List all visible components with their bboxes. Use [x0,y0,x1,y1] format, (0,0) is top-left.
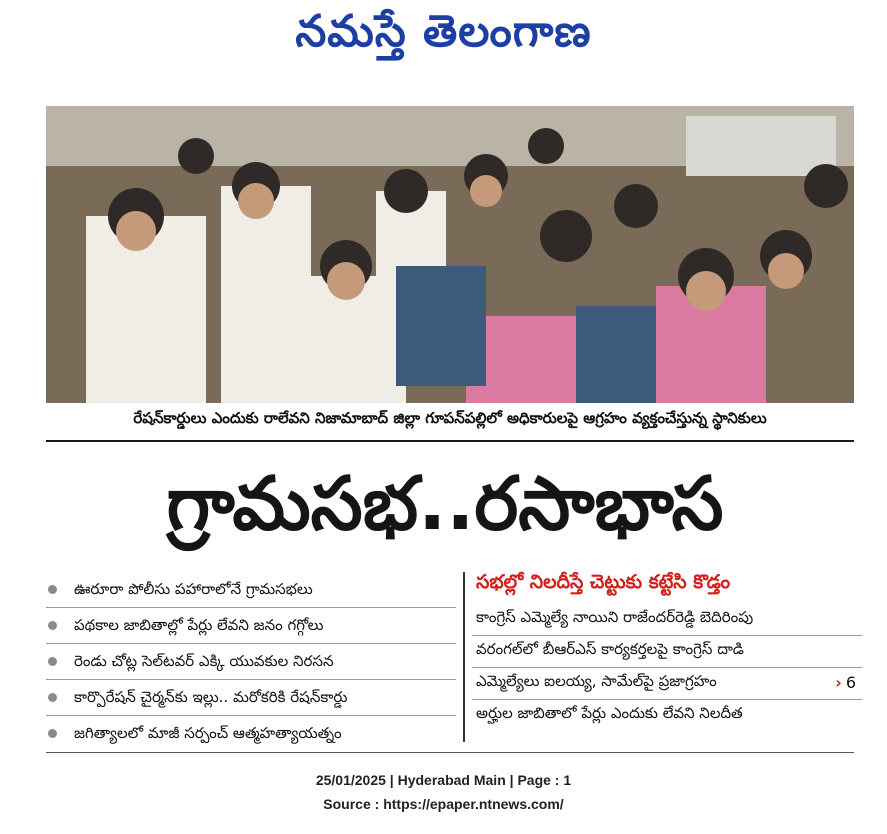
footer [0,768,887,816]
bullet-icon [48,621,57,630]
bullet-icon [48,729,57,738]
bullet-icon [48,585,57,594]
page-reference[interactable] [835,670,856,696]
newspaper-masthead [0,6,887,68]
bullet-text: కార్పొరేషన్ చైర్మన్‌కు ఇల్లు.. మరోకరికి రేషన్‌కార్డు [74,688,348,706]
right-summary-column [472,568,862,731]
summary-item [472,668,862,700]
summary-item [472,700,862,731]
main-headline: గ్రామసభ..రసాభాస [166,461,724,547]
caption-divider [46,440,854,442]
summary-text: అర్హుల జాబితాలో పేర్లు ఎందుకు లేవని నిలదీత [476,704,743,722]
bullet-text: ఊరూరా పోలీసు పహారాలోనే గ్రామసభలు [74,580,313,598]
page-reference-number: 6 [845,673,856,692]
left-bullet-list [46,572,456,751]
chevron-right-icon: › [835,673,842,692]
list-item [46,644,456,680]
summary-text: ఎమ్మెల్యేలు ఐలయ్య, సామేల్‌పై ప్రజాగ్రహం [476,672,717,690]
footer-divider [46,752,854,753]
summary-item [472,636,862,668]
footer-date-edition: 25/01/2025 | Hyderabad Main | Page : 1 [315,772,572,788]
bullet-text: జగిత్యాలలో మాజీ సర్పంచ్ ఆత్మహత్యాయత్నం [74,724,342,742]
bullet-text: పథకాల జాబితాల్లో పేర్లు లేవని జనం గగ్గోలు [74,616,324,634]
list-item [46,608,456,644]
list-item [46,716,456,751]
list-item [46,572,456,608]
column-divider [463,572,465,742]
masthead-title: నమస్తే తెలంగాణ [295,6,592,57]
news-photo [46,106,854,403]
list-item [46,680,456,716]
sub-headline: సభల్లో నిలదీస్తే చెట్టుకు కట్టేసి కొడ్తం [476,571,731,593]
bullet-icon [48,693,57,702]
summary-text: కాంగ్రెస్ ఎమ్మెల్యే నాయిని రాజేందర్‌రెడ్డి బెదిరింపు [476,608,754,626]
summary-text: వరంగల్‌లో బీఆర్‌ఎస్ కార్యకర్తలపై కాంగ్రెస్ దాడి [476,640,744,658]
bullet-icon [48,657,57,666]
summary-item [472,604,862,636]
photo-caption: రేషన్‌కార్డులు ఎందుకు రాలేవని నిజామాబాద్ జిల్లా గూపన్‌పల్లిలో అధికారులపై ఆగ్రహం వ్యక్తంచేస్తున్న స్థానికులు [133,409,767,427]
bullet-text: రెండు చోట్ల సెల్‌టవర్ ఎక్కి యువకుల నిరసన [74,652,334,670]
footer-source: Source : https://epaper.ntnews.com/ [323,796,564,812]
crowd-photo-illustration [46,106,854,403]
